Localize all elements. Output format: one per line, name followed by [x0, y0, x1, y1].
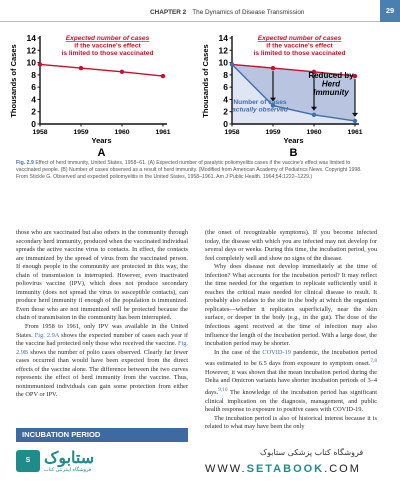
herd-immunity-label: Reduced by — [308, 71, 354, 80]
y-tick-label: 0 — [31, 119, 36, 129]
y-tick-label: 2 — [223, 106, 228, 117]
section-heading: INCUBATION PERIOD — [16, 428, 188, 442]
expected-annotation-line: Expected number of cases — [257, 35, 342, 42]
left-paragraph-1: those who are vaccinated but also others in the community through secondary herd immunity, produced when the vaccinated individual spreads the active vaccine virus to contacts. In effect, the contacts are immunized by the spread of virus from the vaccinated person. If enough people in the community are protected in this way, the chain of transmission is interrupted. However, even inactivated poliovirus vaccine (IPV), which does not produce secondary immunity (does not spread the virus to susceptible contacts), can produce herd immunity if enough of the population is immunized. Even those who are not immunized will be protected because the chain of transmission in the community has been interrupted. — [16, 229, 188, 322]
observed-label: Number of cases — [233, 99, 287, 106]
left-column — [16, 229, 188, 400]
expected-annotation-line: is limited to those vaccinated — [61, 50, 154, 58]
y-tick-label: 10 — [218, 57, 228, 68]
y-tick-label: 6 — [223, 82, 228, 93]
y-tick-label: 8 — [223, 69, 228, 80]
expected-annotation-line: Expected number of cases — [65, 35, 150, 42]
text-run: The knowledge of the incubation period has significant clinical implication on the diagnosis, management, and public health response to exposure to positive cases with COVID-19. — [205, 389, 377, 414]
citation-7-8[interactable]: 7,8 — [370, 358, 377, 365]
right-paragraph-2: Why does disease not develop immediately at the time of infection? What accounts for the incubation period? It may reflect the time needed for the organism to replicate sufficiently until it reaches the critical mass needed for clinical disease to result. It probably also relates to the site in the body at which the organism replicates—whether it replicates superficially, near the skin surface, or deeper in the body (e.g., in the gut). The dose of the infectious agent received at the time of infection may also influence the length of the incubation period. With a large dose, the incubation period may be shorter. — [205, 263, 377, 348]
url-prefix: WWW. — [205, 463, 247, 475]
expected-annotation-line: is limited to those vaccinated — [253, 50, 346, 58]
watermark-persian: فروشگاه کتاب پزشکی ستابوک — [260, 448, 364, 457]
x-axis-title: Years — [283, 136, 304, 145]
y-tick-label: 14 — [26, 33, 36, 43]
y-tick-label: 4 — [31, 94, 36, 105]
citation-9-10[interactable]: 9,10 — [218, 386, 228, 393]
x-tick-label: 1960 — [306, 129, 322, 136]
setabook-logo — [16, 446, 106, 476]
figure-link-2-9b[interactable]: Fig. 2.9B — [16, 340, 188, 356]
figure-link-2-9a[interactable]: Fig. 2.9A — [34, 331, 60, 339]
expected-cases-point — [38, 62, 42, 66]
expected-annotation-line: if the vaccine's effect — [266, 42, 333, 50]
panel-letter: A — [97, 147, 106, 158]
right-column — [205, 229, 377, 432]
x-tick-label: 1959 — [265, 129, 281, 136]
y-tick-label: 0 — [223, 119, 228, 129]
herd-immunity-label: Herd — [321, 79, 341, 89]
chapter-label: CHAPTER 2 — [150, 9, 187, 16]
x-tick-label: 1958 — [224, 129, 240, 136]
running-head — [150, 9, 304, 16]
observed-cases-point — [312, 113, 316, 117]
caption-text: Effect of herd immunity, United States, 1958–61. (A) Expected number of paralytic poliomyelitis cases if the vaccine's effect was limited to vaccinated people. (B) Number of cases observed as a result of herd immunity. (Modified from American Academy of Pediatrics News. Copyright 1998. From Stickle G. Observed and expected poliomyelitis in the United States, 1958–1961. Am J Public Health. 1964;54:1222–1229.) — [16, 160, 362, 181]
observed-cases-point — [353, 119, 357, 123]
expected-cases-point — [120, 70, 124, 74]
covid-link[interactable]: COVID-19 — [262, 348, 291, 356]
right-paragraph-1: (the onset of recognizable symptoms). If you become infected today, the disease with which you are infected may not develop for several days or weeks. During this time, the incubation period, you feel completely well and show no signs of the disease. — [205, 229, 377, 262]
text-run: pandemic, the incubation period was estimated to be 6.5 days from exposure to symptom onset. — [205, 348, 378, 368]
observed-cases-point — [230, 62, 234, 66]
right-paragraph-4: The incubation period is also of historical interest because it is related to what may have been the only — [205, 414, 377, 431]
chapter-title: The Dynamics of Disease Transmission — [192, 9, 305, 16]
figure-2-9 — [0, 30, 400, 158]
page-header — [0, 0, 400, 22]
text-run: However, it was shown that the mean incubation period during the Delta and Omicron variants have shorter incubation periods of 3–4 days. — [205, 368, 377, 397]
herd-immunity-label: Immunity — [313, 88, 349, 97]
y-tick-label: 12 — [218, 45, 228, 56]
text-run: In the case of the — [214, 348, 263, 356]
y-axis-title: Thousands of Cases — [201, 44, 210, 118]
x-tick-label: 1958 — [32, 129, 48, 136]
text-run: shows the expected number of cases each year if the vaccine had protected only those who received the vaccine. — [16, 331, 188, 348]
panel-letter: B — [289, 147, 298, 158]
watermark-url — [205, 463, 361, 475]
left-paragraph-2 — [16, 323, 188, 400]
y-tick-label: 14 — [218, 33, 228, 43]
url-suffix: .COM — [324, 463, 361, 475]
observed-label: actually observed — [232, 106, 288, 114]
caption-label: Fig. 2.9 — [16, 160, 34, 166]
expected-cases-point — [79, 66, 83, 70]
x-tick-label: 1959 — [73, 129, 89, 136]
logo-subtitle: فروشگاه اینترنتی کتاب — [44, 467, 92, 473]
header-rule — [0, 21, 380, 22]
x-tick-label: 1961 — [347, 129, 363, 136]
expected-cases-point — [161, 74, 165, 78]
y-tick-label: 10 — [26, 57, 36, 68]
url-brand: SETABOOK — [246, 463, 325, 475]
logo-text: ستابوک — [44, 450, 95, 467]
y-tick-label: 8 — [31, 69, 36, 80]
x-tick-label: 1961 — [155, 129, 171, 136]
right-paragraph-3 — [205, 349, 377, 415]
expected-cases-point — [271, 66, 275, 70]
y-tick-label: 2 — [31, 106, 36, 117]
expected-cases-line — [40, 64, 163, 76]
text-run: shows the number of polio cases observed. Clearly far fewer cases occurred than would have been expected from the direct effects of the vaccine alone. The difference between the two curves represents the effect of herd immunity from the vaccine. Thus, nonimmunized individuals can gain some protection from either the OPV or IPV. — [16, 348, 188, 399]
text-run: From 1958 to 1961, only IPV was available in the United States. — [16, 323, 188, 339]
y-axis-title: Thousands of Cases — [9, 44, 18, 118]
y-tick-label: 4 — [223, 94, 228, 105]
x-axis-title: Years — [91, 136, 112, 145]
page-number: 29 — [380, 0, 400, 22]
figure-caption — [16, 160, 368, 182]
y-tick-label: 6 — [31, 82, 36, 93]
logo-mark: S — [16, 450, 40, 472]
x-tick-label: 1960 — [114, 129, 130, 136]
y-tick-label: 12 — [26, 45, 36, 56]
expected-annotation-line: if the vaccine's effect — [74, 42, 141, 50]
